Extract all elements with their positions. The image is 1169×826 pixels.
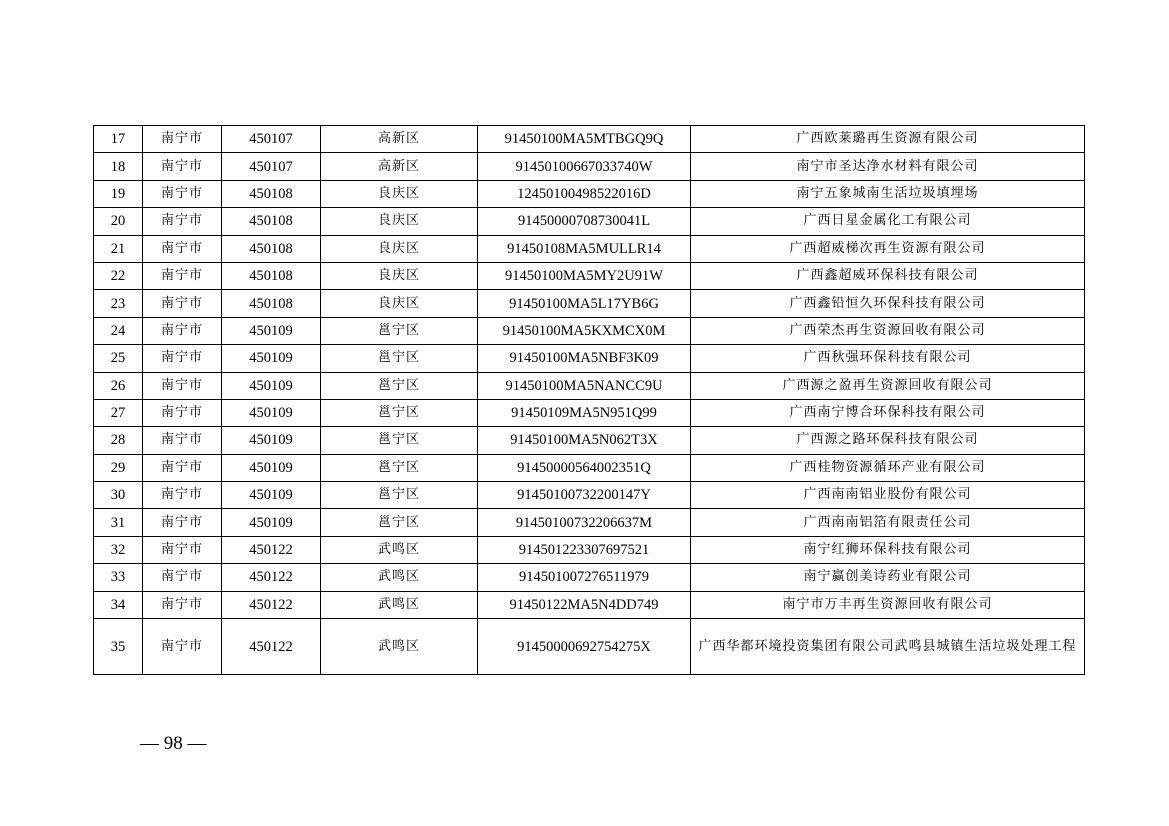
cell-city: 南宁市	[143, 564, 222, 591]
cell-city: 南宁市	[143, 153, 222, 180]
table-row	[94, 208, 1085, 235]
cell-company-name: 广西鑫铅恒久环保科技有限公司	[691, 290, 1085, 317]
cell-city: 南宁市	[143, 317, 222, 344]
registry-table	[93, 125, 1085, 675]
cell-district: 邕宁区	[321, 482, 478, 509]
cell-district: 邕宁区	[321, 317, 478, 344]
table-row	[94, 235, 1085, 262]
cell-city: 南宁市	[143, 180, 222, 207]
cell-company-name: 广西南宁博合环保科技有限公司	[691, 399, 1085, 426]
cell-company-name: 南宁五象城南生活垃圾填埋场	[691, 180, 1085, 207]
table-row	[94, 591, 1085, 618]
table-row	[94, 153, 1085, 180]
cell-city: 南宁市	[143, 427, 222, 454]
cell-city: 南宁市	[143, 372, 222, 399]
cell-district: 武鸣区	[321, 619, 478, 675]
cell-index: 30	[94, 482, 143, 509]
cell-district: 良庆区	[321, 208, 478, 235]
cell-index: 21	[94, 235, 143, 262]
table-row	[94, 345, 1085, 372]
cell-city: 南宁市	[143, 126, 222, 153]
cell-index: 25	[94, 345, 143, 372]
cell-district: 武鸣区	[321, 536, 478, 563]
table-row	[94, 262, 1085, 289]
cell-city: 南宁市	[143, 345, 222, 372]
cell-index: 34	[94, 591, 143, 618]
cell-area-code: 450109	[222, 482, 321, 509]
cell-district: 良庆区	[321, 262, 478, 289]
cell-area-code: 450109	[222, 454, 321, 481]
cell-city: 南宁市	[143, 619, 222, 675]
cell-index: 22	[94, 262, 143, 289]
cell-index: 18	[94, 153, 143, 180]
cell-area-code: 450109	[222, 317, 321, 344]
cell-district: 邕宁区	[321, 399, 478, 426]
cell-city: 南宁市	[143, 208, 222, 235]
cell-index: 29	[94, 454, 143, 481]
cell-area-code: 450122	[222, 564, 321, 591]
cell-area-code: 450108	[222, 262, 321, 289]
cell-city: 南宁市	[143, 509, 222, 536]
cell-city: 南宁市	[143, 290, 222, 317]
cell-area-code: 450109	[222, 372, 321, 399]
cell-company-name: 南宁红狮环保科技有限公司	[691, 536, 1085, 563]
cell-index: 28	[94, 427, 143, 454]
cell-credit-code: 91450100MA5MY2U91W	[478, 262, 691, 289]
cell-index: 20	[94, 208, 143, 235]
cell-area-code: 450107	[222, 153, 321, 180]
cell-district: 良庆区	[321, 180, 478, 207]
cell-company-name: 广西超威梯次再生资源有限公司	[691, 235, 1085, 262]
cell-company-name: 南宁赢创美诗药业有限公司	[691, 564, 1085, 591]
cell-city: 南宁市	[143, 399, 222, 426]
cell-credit-code: 91450100MA5NANCC9U	[478, 372, 691, 399]
cell-area-code: 450109	[222, 345, 321, 372]
cell-district: 邕宁区	[321, 454, 478, 481]
cell-credit-code: 12450100498522016D	[478, 180, 691, 207]
cell-area-code: 450122	[222, 536, 321, 563]
cell-city: 南宁市	[143, 262, 222, 289]
cell-district: 邕宁区	[321, 427, 478, 454]
cell-company-name: 广西日星金属化工有限公司	[691, 208, 1085, 235]
cell-area-code: 450108	[222, 235, 321, 262]
cell-index: 31	[94, 509, 143, 536]
cell-index: 23	[94, 290, 143, 317]
cell-company-name: 广西桂物资源循环产业有限公司	[691, 454, 1085, 481]
cell-credit-code: 914501007276511979	[478, 564, 691, 591]
cell-district: 高新区	[321, 153, 478, 180]
cell-index: 33	[94, 564, 143, 591]
cell-district: 邕宁区	[321, 509, 478, 536]
table-row	[94, 509, 1085, 536]
cell-company-name: 南宁市万丰再生资源回收有限公司	[691, 591, 1085, 618]
cell-company-name: 广西鑫超威环保科技有限公司	[691, 262, 1085, 289]
cell-company-name: 广西南南铝箔有限责任公司	[691, 509, 1085, 536]
cell-credit-code: 91450100MA5NBF3K09	[478, 345, 691, 372]
cell-district: 良庆区	[321, 235, 478, 262]
table-row	[94, 454, 1085, 481]
cell-index: 35	[94, 619, 143, 675]
cell-index: 32	[94, 536, 143, 563]
cell-city: 南宁市	[143, 235, 222, 262]
table-row	[94, 126, 1085, 153]
table-row	[94, 427, 1085, 454]
cell-credit-code: 91450100667033740W	[478, 153, 691, 180]
cell-credit-code: 91450109MA5N951Q99	[478, 399, 691, 426]
cell-index: 26	[94, 372, 143, 399]
cell-district: 武鸣区	[321, 564, 478, 591]
cell-city: 南宁市	[143, 454, 222, 481]
cell-area-code: 450109	[222, 427, 321, 454]
table-body	[94, 126, 1085, 675]
cell-credit-code: 91450000708730041L	[478, 208, 691, 235]
cell-index: 24	[94, 317, 143, 344]
table-row	[94, 564, 1085, 591]
cell-credit-code: 914501223307697521	[478, 536, 691, 563]
table-row	[94, 372, 1085, 399]
cell-area-code: 450122	[222, 619, 321, 675]
cell-index: 19	[94, 180, 143, 207]
cell-area-code: 450108	[222, 180, 321, 207]
cell-district: 邕宁区	[321, 372, 478, 399]
table-row	[94, 536, 1085, 563]
cell-district: 高新区	[321, 126, 478, 153]
cell-credit-code: 91450100MA5MTBGQ9Q	[478, 126, 691, 153]
cell-city: 南宁市	[143, 591, 222, 618]
cell-company-name: 广西秋强环保科技有限公司	[691, 345, 1085, 372]
cell-credit-code: 91450122MA5N4DD749	[478, 591, 691, 618]
cell-credit-code: 91450100732206637M	[478, 509, 691, 536]
cell-index: 27	[94, 399, 143, 426]
cell-area-code: 450108	[222, 208, 321, 235]
table-row	[94, 317, 1085, 344]
cell-credit-code: 91450000564002351Q	[478, 454, 691, 481]
cell-company-name: 南宁市圣达净水材料有限公司	[691, 153, 1085, 180]
cell-company-name: 广西欧莱璐再生资源有限公司	[691, 126, 1085, 153]
cell-area-code: 450107	[222, 126, 321, 153]
table-row	[94, 290, 1085, 317]
table-row	[94, 619, 1085, 675]
cell-credit-code: 91450100MA5L17YB6G	[478, 290, 691, 317]
cell-city: 南宁市	[143, 482, 222, 509]
cell-credit-code: 91450108MA5MULLR14	[478, 235, 691, 262]
cell-area-code: 450109	[222, 399, 321, 426]
cell-company-name: 广西南南铝业股份有限公司	[691, 482, 1085, 509]
cell-city: 南宁市	[143, 536, 222, 563]
cell-company-name: 广西华都环境投资集团有限公司武鸣县城镇生活垃圾处理工程	[691, 619, 1085, 675]
cell-company-name: 广西源之路环保科技有限公司	[691, 427, 1085, 454]
cell-index: 17	[94, 126, 143, 153]
cell-area-code: 450122	[222, 591, 321, 618]
cell-district: 邕宁区	[321, 345, 478, 372]
cell-credit-code: 91450100MA5KXMCX0M	[478, 317, 691, 344]
cell-company-name: 广西荣杰再生资源回收有限公司	[691, 317, 1085, 344]
cell-credit-code: 91450100MA5N062T3X	[478, 427, 691, 454]
table-row	[94, 482, 1085, 509]
cell-credit-code: 91450100732200147Y	[478, 482, 691, 509]
cell-area-code: 450108	[222, 290, 321, 317]
cell-company-name: 广西源之盈再生资源回收有限公司	[691, 372, 1085, 399]
cell-area-code: 450109	[222, 509, 321, 536]
cell-credit-code: 91450000692754275X	[478, 619, 691, 675]
page-number: — 98 —	[140, 733, 207, 754]
cell-district: 良庆区	[321, 290, 478, 317]
table-row	[94, 399, 1085, 426]
table-row	[94, 180, 1085, 207]
cell-district: 武鸣区	[321, 591, 478, 618]
